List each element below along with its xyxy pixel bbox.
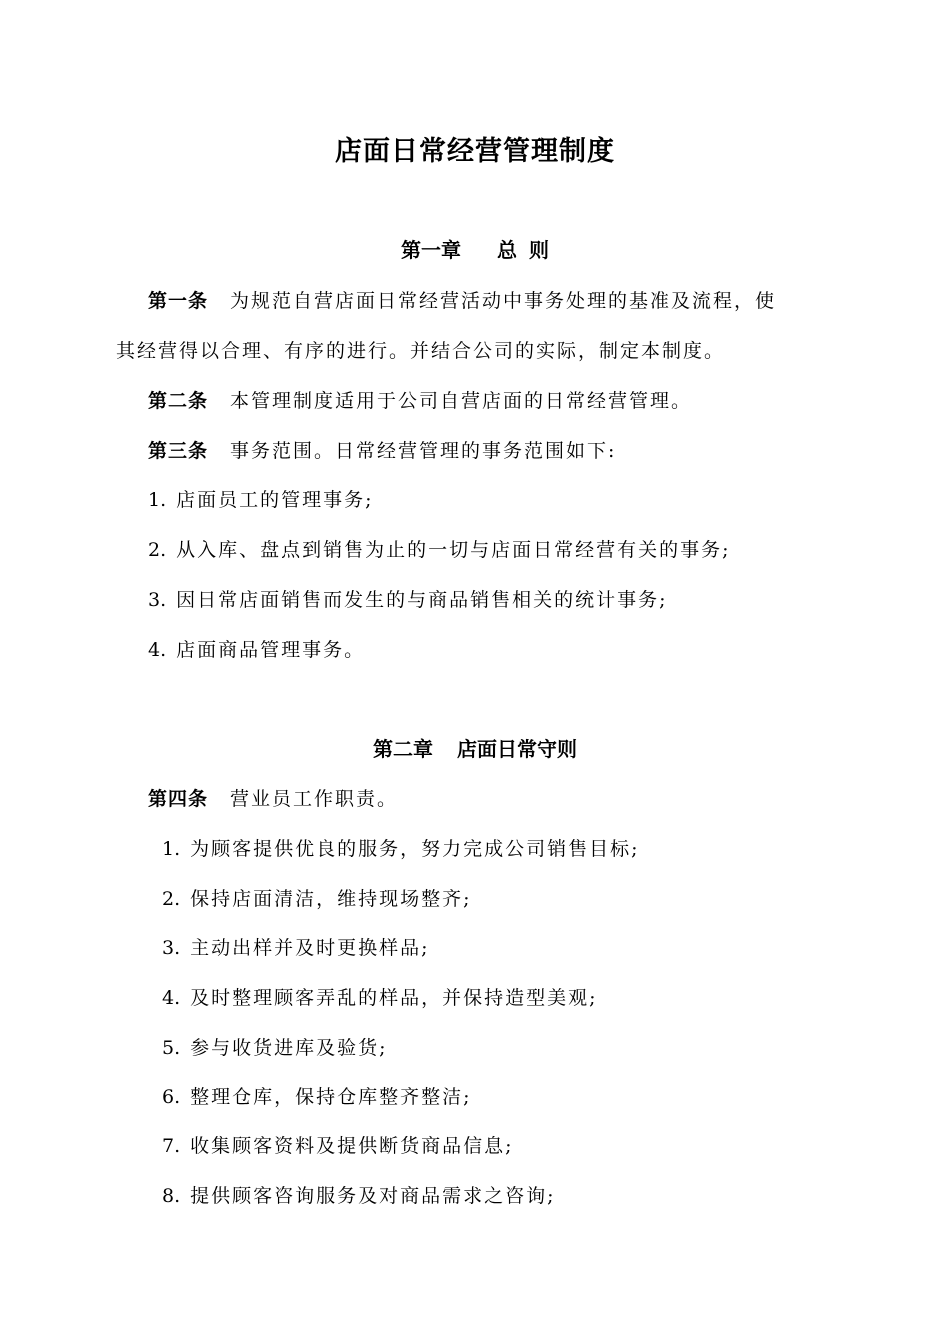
list-item-number: 3. [148,589,167,611]
chapter-1-heading [0,235,950,265]
list-item-text: 主动出样并及时更换样品; [190,937,430,959]
list-item-number: 4. [162,987,181,1009]
article-1 [148,286,776,316]
list-item-text: 收集顾客资料及提供断货商品信息; [190,1135,514,1157]
article-3 [148,436,616,466]
list-item [162,1082,472,1112]
list-item-text: 及时整理顾客弄乱的样品，并保持造型美观; [190,987,598,1009]
list-item-number: 8. [162,1185,181,1207]
article-2 [148,386,692,416]
list-item-text: 保持店面清洁，维持现场整齐; [190,888,472,910]
article-1-cont-text: 其经营得以合理、有序的进行。并结合公司的实际，制定本制度。 [116,340,726,362]
article-1-continuation [116,336,725,366]
list-item-text: 店面员工的管理事务; [176,489,374,511]
chapter-1-name-a: 总 [497,238,517,262]
list-item [162,1131,514,1161]
list-item [148,535,731,565]
list-item-text: 店面商品管理事务。 [176,639,366,661]
list-item [148,585,668,615]
list-item [162,884,472,914]
list-item-text: 提供顾客咨询服务及对商品需求之咨询; [190,1185,556,1207]
list-item [162,1181,556,1211]
chapter-2-number: 第二章 [373,737,433,761]
list-item [162,933,430,963]
list-item-number: 3. [162,937,181,959]
list-item [148,635,365,665]
list-item [162,834,640,864]
article-4-label: 第四条 [148,788,209,810]
article-2-text: 本管理制度适用于公司自营店面的日常经营管理。 [230,390,693,412]
chapter-1-number: 第一章 [401,238,461,262]
list-item-text: 从入库、盘点到销售为止的一切与店面日常经营有关的事务; [176,539,731,561]
list-item [162,983,598,1013]
list-item-text: 参与收货进库及验货; [190,1037,388,1059]
article-4 [148,784,398,814]
list-item-text: 因日常店面销售而发生的与商品销售相关的统计事务; [176,589,668,611]
list-item-number: 4. [148,639,167,661]
list-item-number: 6. [162,1086,181,1108]
list-item-number: 1. [162,838,181,860]
chapter-2-name: 店面日常守则 [457,737,577,761]
list-item [162,1033,388,1063]
list-item-number: 2. [162,888,181,910]
list-item-number: 2. [148,539,167,561]
document-title: 店面日常经营管理制度 [335,136,615,167]
chapter-2-heading [0,734,950,764]
article-1-text: 为规范自营店面日常经营活动中事务处理的基准及流程，使 [230,290,777,312]
list-item-number: 5. [162,1037,181,1059]
article-1-label: 第一条 [148,290,209,312]
article-2-label: 第二条 [148,390,209,412]
chapter-1-name-b: 则 [529,238,549,262]
list-item-number: 7. [162,1135,181,1157]
article-3-label: 第三条 [148,440,209,462]
list-item-number: 1. [148,489,167,511]
list-item-text: 为顾客提供优良的服务，努力完成公司销售目标; [190,838,640,860]
list-item [148,485,374,515]
article-4-text: 营业员工作职责。 [230,788,399,810]
list-item-text: 整理仓库，保持仓库整齐整洁; [190,1086,472,1108]
article-3-text: 事务范围。日常经营管理的事务范围如下: [230,440,617,462]
